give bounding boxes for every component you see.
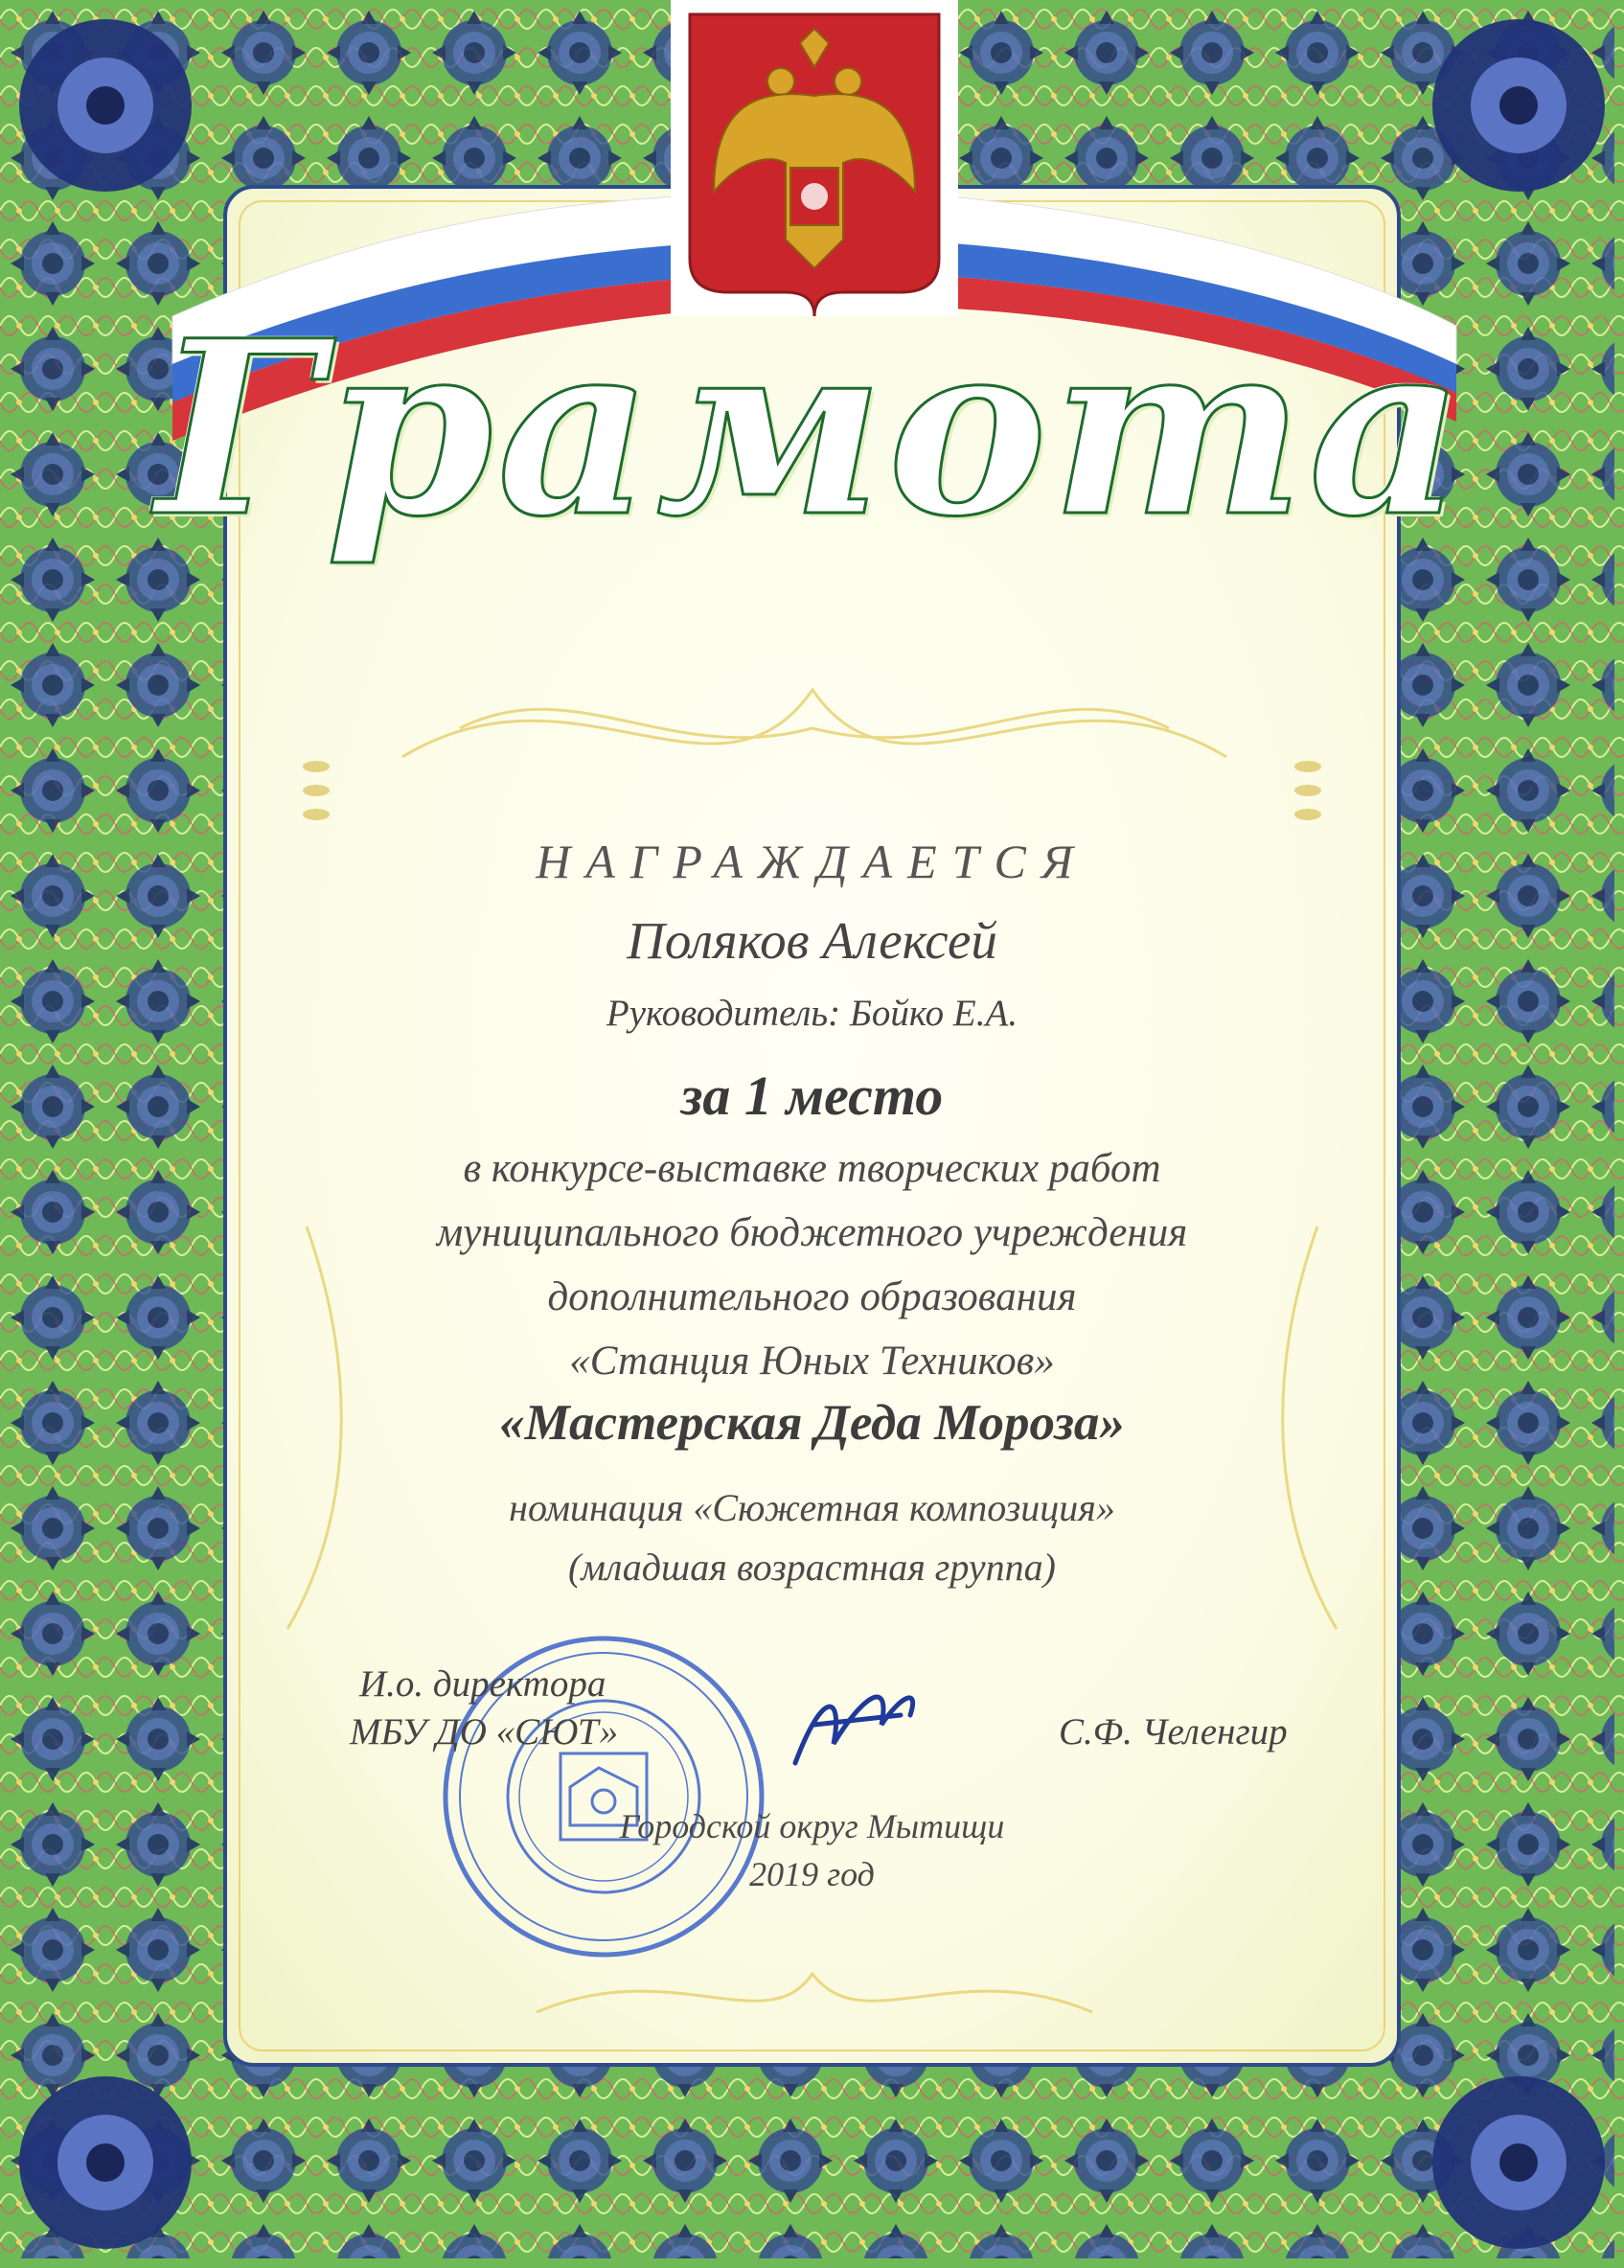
contest-name: «Мастерская Деда Мороза» [499, 1395, 1125, 1451]
signer-position-line-2: МБУ ДО «СЮТ» [350, 1711, 619, 1753]
contest-line-4: «Станция Юных Техников» [569, 1339, 1055, 1384]
coat-of-arms-icon [671, 0, 958, 316]
nomination-line: номинация «Сюжетная композиция» [509, 1486, 1115, 1529]
footer-year: 2019 год [749, 1855, 875, 1893]
signer-position-line-1: И.о. директора [359, 1663, 606, 1705]
awarded-heading: НАГРАЖДАЕТСЯ [536, 835, 1088, 888]
place-line: за 1 место [680, 1065, 944, 1127]
signer-name: С.Ф. Челенгир [1059, 1711, 1288, 1753]
certificate-title: Грамота [156, 287, 1468, 569]
footer-city: Городской округ Мытищи [619, 1807, 1005, 1845]
contest-line-2: муниципального бюджетного учреждения [436, 1210, 1188, 1255]
age-group-line: (младшая возрастная группа) [568, 1546, 1056, 1589]
contest-line-3: дополнительного образования [547, 1274, 1077, 1319]
leader-line: Руководитель: Бойко Е.А. [606, 993, 1018, 1034]
contest-line-1: в конкурсе-выставке творческих работ [463, 1146, 1161, 1191]
recipient-name: Поляков Алексей [627, 911, 997, 970]
